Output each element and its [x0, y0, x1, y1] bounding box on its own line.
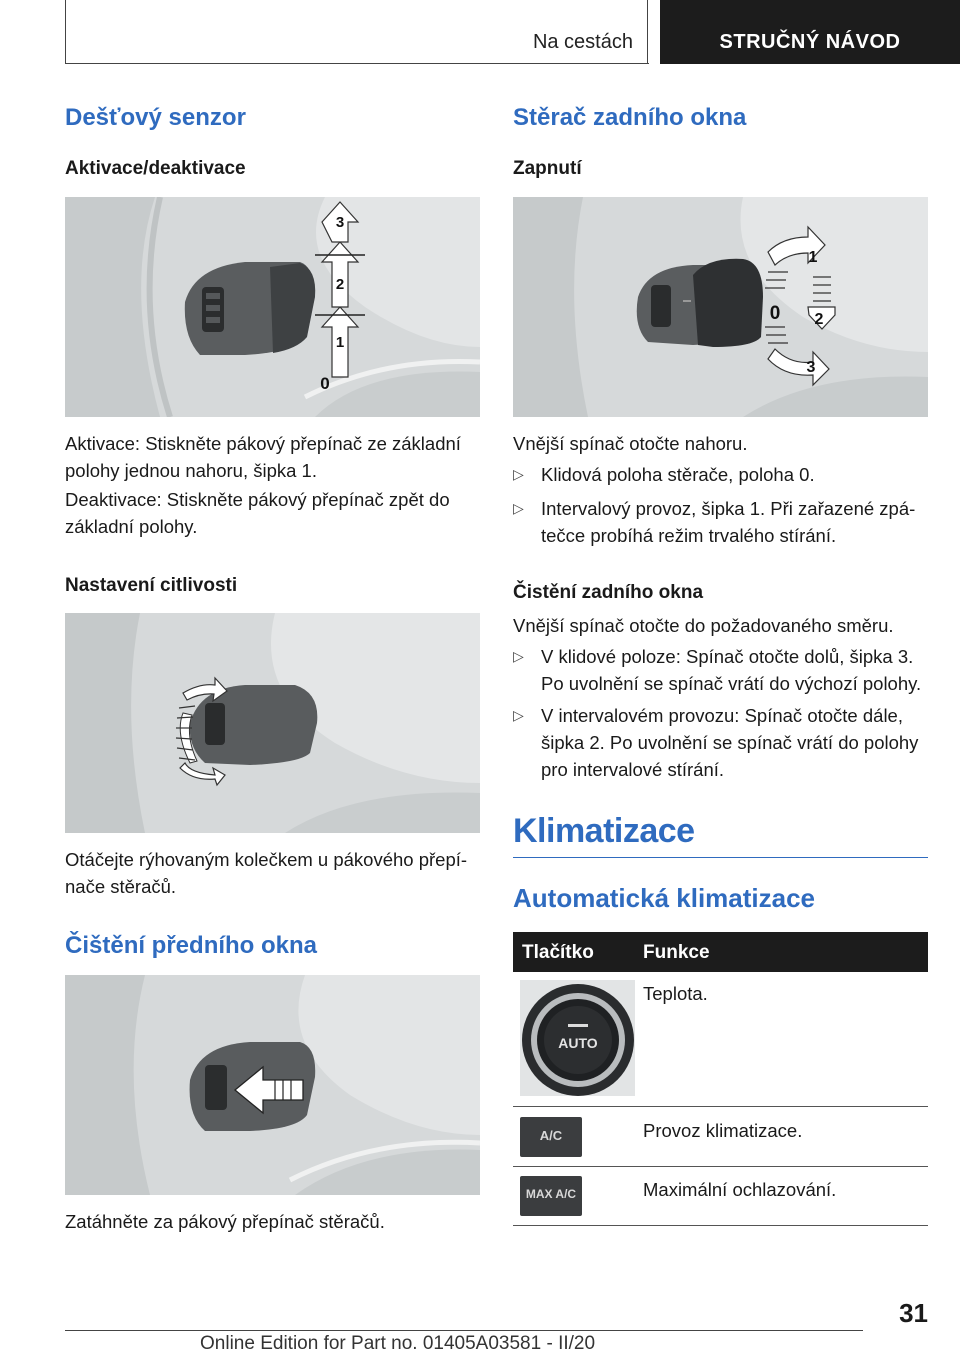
header-section-tab[interactable]: Na cestách: [480, 0, 648, 64]
rear-wiper-on-heading: Zapnutí: [513, 158, 582, 179]
ac-button-label: A/C: [539, 1128, 563, 1143]
fig1-label-3: 3: [335, 214, 345, 231]
max-ac-function-text: Maximální ochlazování.: [643, 1179, 837, 1200]
rear-fig-label-1: 1: [808, 249, 818, 266]
climate-table-header: [513, 932, 928, 972]
fig1-label-0: 0: [320, 374, 330, 393]
front-washer-text: Zatáhněte za pákový přepínač stěračů.: [65, 1211, 385, 1232]
climate-title: Klimatizace: [513, 812, 695, 850]
auto-button-image[interactable]: [520, 980, 635, 1096]
ac-function-text: Provoz klimatizace.: [643, 1120, 803, 1141]
page-number: 31: [899, 1298, 928, 1328]
sensitivity-heading: Nastavení citlivosti: [65, 575, 238, 596]
auto-function-text: Teplota.: [643, 983, 708, 1004]
fig1-label-2: 2: [335, 276, 345, 293]
front-washer-figure: [65, 975, 480, 1195]
max-ac-button-image[interactable]: [520, 1176, 582, 1216]
rear-wiper-bullet: [513, 461, 928, 488]
rain-sensor-activation-figure: [65, 197, 480, 417]
rear-wiper-bullet: [513, 495, 928, 549]
activation-text: Aktivace: Stiskněte pákový přepínač ze základní polohy jednou nahoru, šipka 1.: [65, 433, 461, 481]
climate-title-rule: [513, 857, 928, 858]
rear-clean-bullet: [513, 702, 928, 783]
rear-clean-bullet: [513, 643, 928, 697]
rear-fig-label-2: 2: [814, 311, 824, 328]
bullet-text: V klidové poloze: Spínač otočte dolů, šipka 3. Po uvolnění se spínač vrátí do výchozí polohy.: [541, 646, 922, 694]
table-row-divider: [513, 1106, 928, 1107]
bullet-text: V intervalovém provozu: Spínač otočte dále, šipka 2. Po uvolnění se spínač vrátí do polohy pro intervalové stírání.: [541, 705, 919, 780]
bullet-triangle-icon: ▷: [513, 500, 524, 516]
deactivation-text: Deaktivace: Stiskněte pákový přepínač zpět do základní polohy.: [65, 489, 450, 537]
auto-climate-subtitle: Automatická klimatizace: [513, 883, 816, 913]
front-washer-title: Čištění předního okna: [65, 932, 318, 959]
max-ac-button-label: MAX A/C: [525, 1187, 577, 1201]
bullet-text: Intervalový provoz, šipka 1. Při zařazené zpátečce probíhá režim trvalého stírání.: [541, 498, 916, 546]
col-function-header: Funkce: [643, 942, 710, 963]
footer-rule: [65, 1330, 863, 1331]
bullet-triangle-icon: ▷: [513, 466, 524, 482]
table-row-divider: [513, 1225, 928, 1226]
table-row-divider: [513, 1166, 928, 1167]
footer-edition: Online Edition for Part no. 01405A03581 - II/20: [200, 1333, 596, 1354]
bullet-triangle-icon: ▷: [513, 707, 524, 723]
sensitivity-figure: [65, 613, 480, 833]
rear-wiper-title: Stěrač zadního okna: [513, 104, 747, 131]
header-guide-tab[interactable]: STRUČNÝ NÁVOD: [660, 0, 960, 64]
col-button-header: Tlačítko: [522, 942, 594, 963]
rear-clean-intro: Vnější spínač otočte do požadovaného směru.: [513, 615, 894, 636]
rear-wiper-intro: Vnější spínač otočte nahoru.: [513, 433, 748, 454]
rear-fig-label-0: 0: [769, 303, 781, 324]
bullet-text: Klidová poloha stěrače, poloha 0.: [541, 464, 815, 485]
fig1-label-1: 1: [335, 334, 345, 351]
auto-button-label: AUTO: [558, 1035, 598, 1051]
rear-wiper-figure: [513, 197, 928, 417]
ac-button-image[interactable]: [520, 1117, 582, 1157]
bullet-triangle-icon: ▷: [513, 648, 524, 664]
header-left-rule: [65, 0, 66, 64]
sensitivity-text: Otáčejte rýhovaným kolečkem u pákového přepínače stěračů.: [65, 849, 468, 897]
rain-sensor-title: Dešťový senzor: [65, 104, 246, 131]
activation-heading: Aktivace/deaktivace: [65, 158, 246, 179]
rear-clean-heading: Čistění zadního okna: [513, 582, 704, 603]
rear-fig-label-3: 3: [806, 359, 816, 376]
